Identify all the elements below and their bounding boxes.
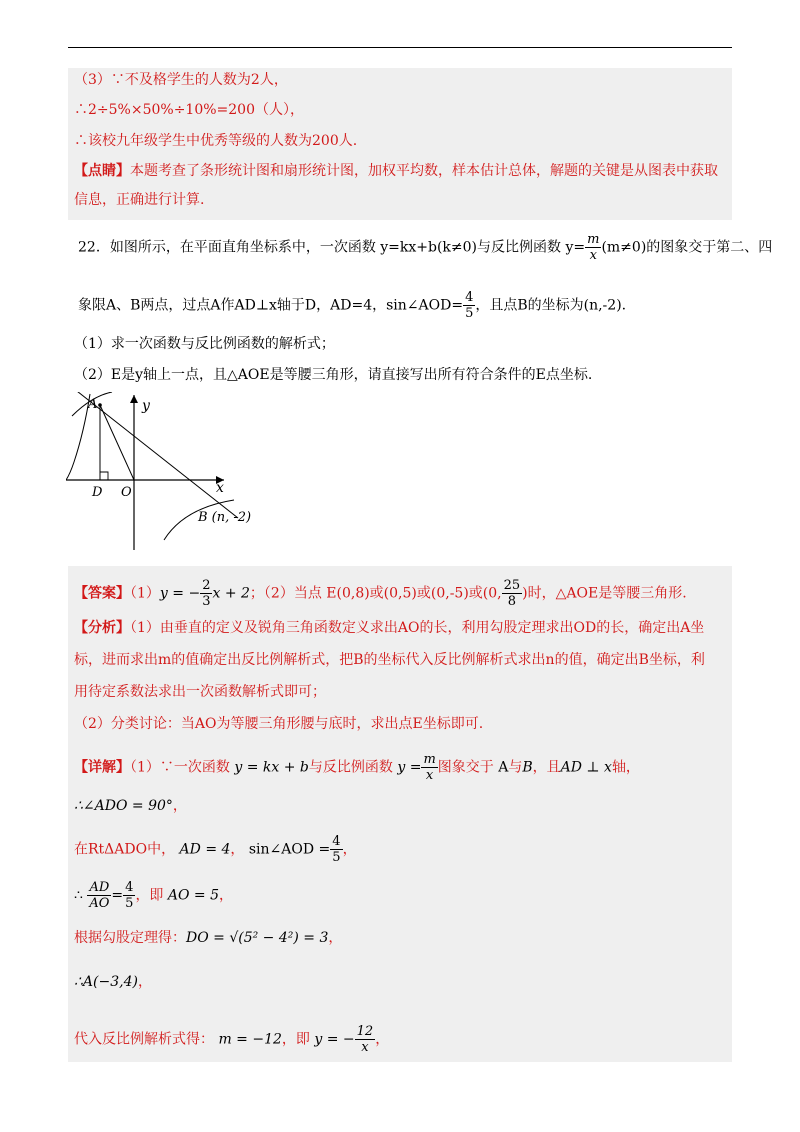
detail-line-5 [74, 928, 342, 948]
numerator: m [423, 752, 436, 767]
question-text: 象限A、B两点，过点A作AD⊥x轴于D，AD=4，sin∠AOD= [78, 297, 464, 314]
question-text: ，且点B的坐标为(n,-2). [475, 297, 627, 314]
formula: AO = 5 [167, 887, 220, 904]
answer-text: （1） [130, 585, 160, 602]
detail-text: ， [219, 887, 234, 904]
formula: ∴∠ADO = 90° [74, 798, 173, 814]
coordinate-figure [66, 392, 276, 552]
fraction [330, 834, 342, 865]
denominator: x [589, 248, 597, 263]
detail-text: ， [230, 841, 245, 858]
fraction [355, 1024, 376, 1055]
formula: sin∠AOD = [248, 841, 331, 858]
detail-text: 代入反比例解析式得： [74, 1031, 214, 1048]
question-part-2: （2）E是y轴上一点，且△AOE是等腰三角形，请直接写出所有符合条件的E点坐标. [74, 367, 593, 383]
detail-text: ， [172, 798, 187, 814]
fraction [87, 880, 111, 911]
detail-text: ， [342, 841, 357, 858]
question-text: 22．如图所示，在平面直角坐标系中，一次函数 y=kx+b(k≠0)与反比例函数 y= [78, 239, 586, 256]
label-y: y [142, 398, 150, 414]
answer-tag: 【答案】 [74, 585, 130, 602]
detail-text: ，即 [281, 1031, 310, 1048]
question-text: (m≠0)的图象交于第二、四 [601, 239, 773, 256]
detail-line-3 [74, 834, 357, 865]
numerator: 25 [503, 578, 521, 593]
denominator: 5 [125, 896, 134, 911]
fraction [421, 752, 437, 783]
formula: DO = √(5² − 4²) = 3 [186, 930, 329, 946]
answer-text: )时，△AOE是等腰三角形. [522, 585, 687, 602]
denominator: x [425, 768, 434, 783]
denominator: AO [89, 896, 110, 911]
denominator: 5 [332, 850, 341, 865]
detail-line-7 [74, 1024, 389, 1055]
detail-text: 与 [508, 759, 523, 776]
answer-line [74, 578, 687, 609]
answer-formula: x + 2 [212, 585, 250, 602]
fraction [200, 578, 212, 609]
comment-tag: 【点睛】 [74, 163, 130, 179]
formula: AD ⊥ x [560, 759, 612, 776]
detail-text: 轴， [611, 759, 640, 776]
right-angle-mark [100, 472, 108, 480]
detail-text: ， [328, 930, 343, 946]
formula: y = kx + b [234, 759, 309, 776]
detail-text: ， [375, 1031, 390, 1048]
fraction [585, 232, 601, 263]
comment-text: 本题考查了条形统计图和扇形统计图，加权平均数，样本估计总体，解题的关键是从图表中获取 [130, 163, 718, 179]
fraction [502, 578, 523, 609]
detail-line-6 [74, 972, 152, 992]
formula: = [111, 887, 124, 904]
question-line-2 [78, 290, 626, 321]
detail-text: （1）∵一次函数 [130, 759, 230, 776]
numerator: 4 [332, 834, 341, 849]
segment-AO [100, 405, 134, 480]
denominator: 8 [507, 594, 517, 609]
detail-text: 根据勾股定理得： [74, 930, 186, 946]
text-line: ∴该校九年级学生中优秀等级的人数为200人. [74, 133, 358, 149]
detail-text: ，且 [532, 759, 561, 776]
formula: AD = 4 [179, 841, 231, 858]
label-B: B (n, -2) [198, 510, 252, 525]
answer-text: ；（2）当点 E(0,8)或(0,5)或(0,-5)或(0, [249, 585, 502, 602]
analysis-line: 标，进而求出m的值确定出反比例解析式，把B的坐标代入反比例解析式求出n的值，确定出B坐标，利 [74, 652, 705, 668]
formula: y = [397, 759, 422, 776]
detail-text: 在 [74, 841, 88, 858]
numerator: AD [87, 880, 111, 896]
hyperbola-arc [66, 394, 90, 480]
detail-text: RtΔADO [88, 841, 148, 858]
question-part-1: （1）求一次函数与反比例函数的解析式； [74, 336, 335, 352]
header-rule [68, 47, 732, 48]
numerator: 4 [125, 880, 134, 895]
formula: ∴ [74, 887, 83, 904]
analysis-text: （1）由垂直的定义及锐角三角函数定义求出AO的长，利用勾股定理求出OD的长，确定出A坐 [130, 620, 705, 636]
detail-line-1 [74, 752, 640, 783]
text-line: （3）∵不及格学生的人数为2人， [74, 72, 288, 88]
numerator: m [587, 232, 600, 247]
denominator: 5 [465, 306, 474, 321]
denominator: 3 [202, 594, 211, 609]
detail-tag: 【详解】 [74, 759, 130, 776]
label-x: x [216, 480, 224, 496]
detail-text: 图象交于 [437, 759, 494, 776]
text-line [74, 161, 718, 181]
detail-line-2 [74, 796, 187, 816]
text-line: ∴2÷5%×50%÷10%=200（人）， [74, 102, 304, 118]
label-O: O [121, 485, 132, 500]
fraction [123, 880, 135, 911]
detail-text: 中， [147, 841, 176, 858]
formula: y = − [314, 1031, 355, 1048]
analysis-line [74, 618, 704, 638]
detail-text: ， [137, 974, 152, 990]
numerator: 4 [465, 290, 474, 305]
detail-text: 与反比例函数 [308, 759, 393, 776]
formula: ∴A(−3,4) [74, 974, 138, 990]
question-line-1 [78, 232, 772, 263]
denominator: x [361, 1040, 369, 1055]
detail-line-4 [74, 880, 233, 911]
text-line: 信息，正确进行计算. [74, 192, 205, 208]
analysis-tag: 【分析】 [74, 620, 130, 636]
answer-formula: y = − [159, 585, 201, 602]
fraction [463, 290, 475, 321]
y-axis-arrow [130, 395, 138, 403]
detail-text: ，即 [135, 887, 164, 904]
formula: m = −12 [218, 1031, 282, 1048]
formula: B [522, 759, 533, 776]
analysis-line: （2）分类讨论：当AO为等腰三角形腰与底时，求出点E坐标即可. [74, 716, 484, 732]
formula: A [498, 759, 509, 776]
numerator: 12 [356, 1024, 374, 1039]
analysis-line: 用待定系数法求出一次函数解析式即可； [74, 684, 326, 700]
numerator: 2 [202, 578, 211, 593]
point-A [98, 403, 102, 407]
label-A: A [88, 397, 98, 412]
label-D: D [92, 485, 103, 500]
